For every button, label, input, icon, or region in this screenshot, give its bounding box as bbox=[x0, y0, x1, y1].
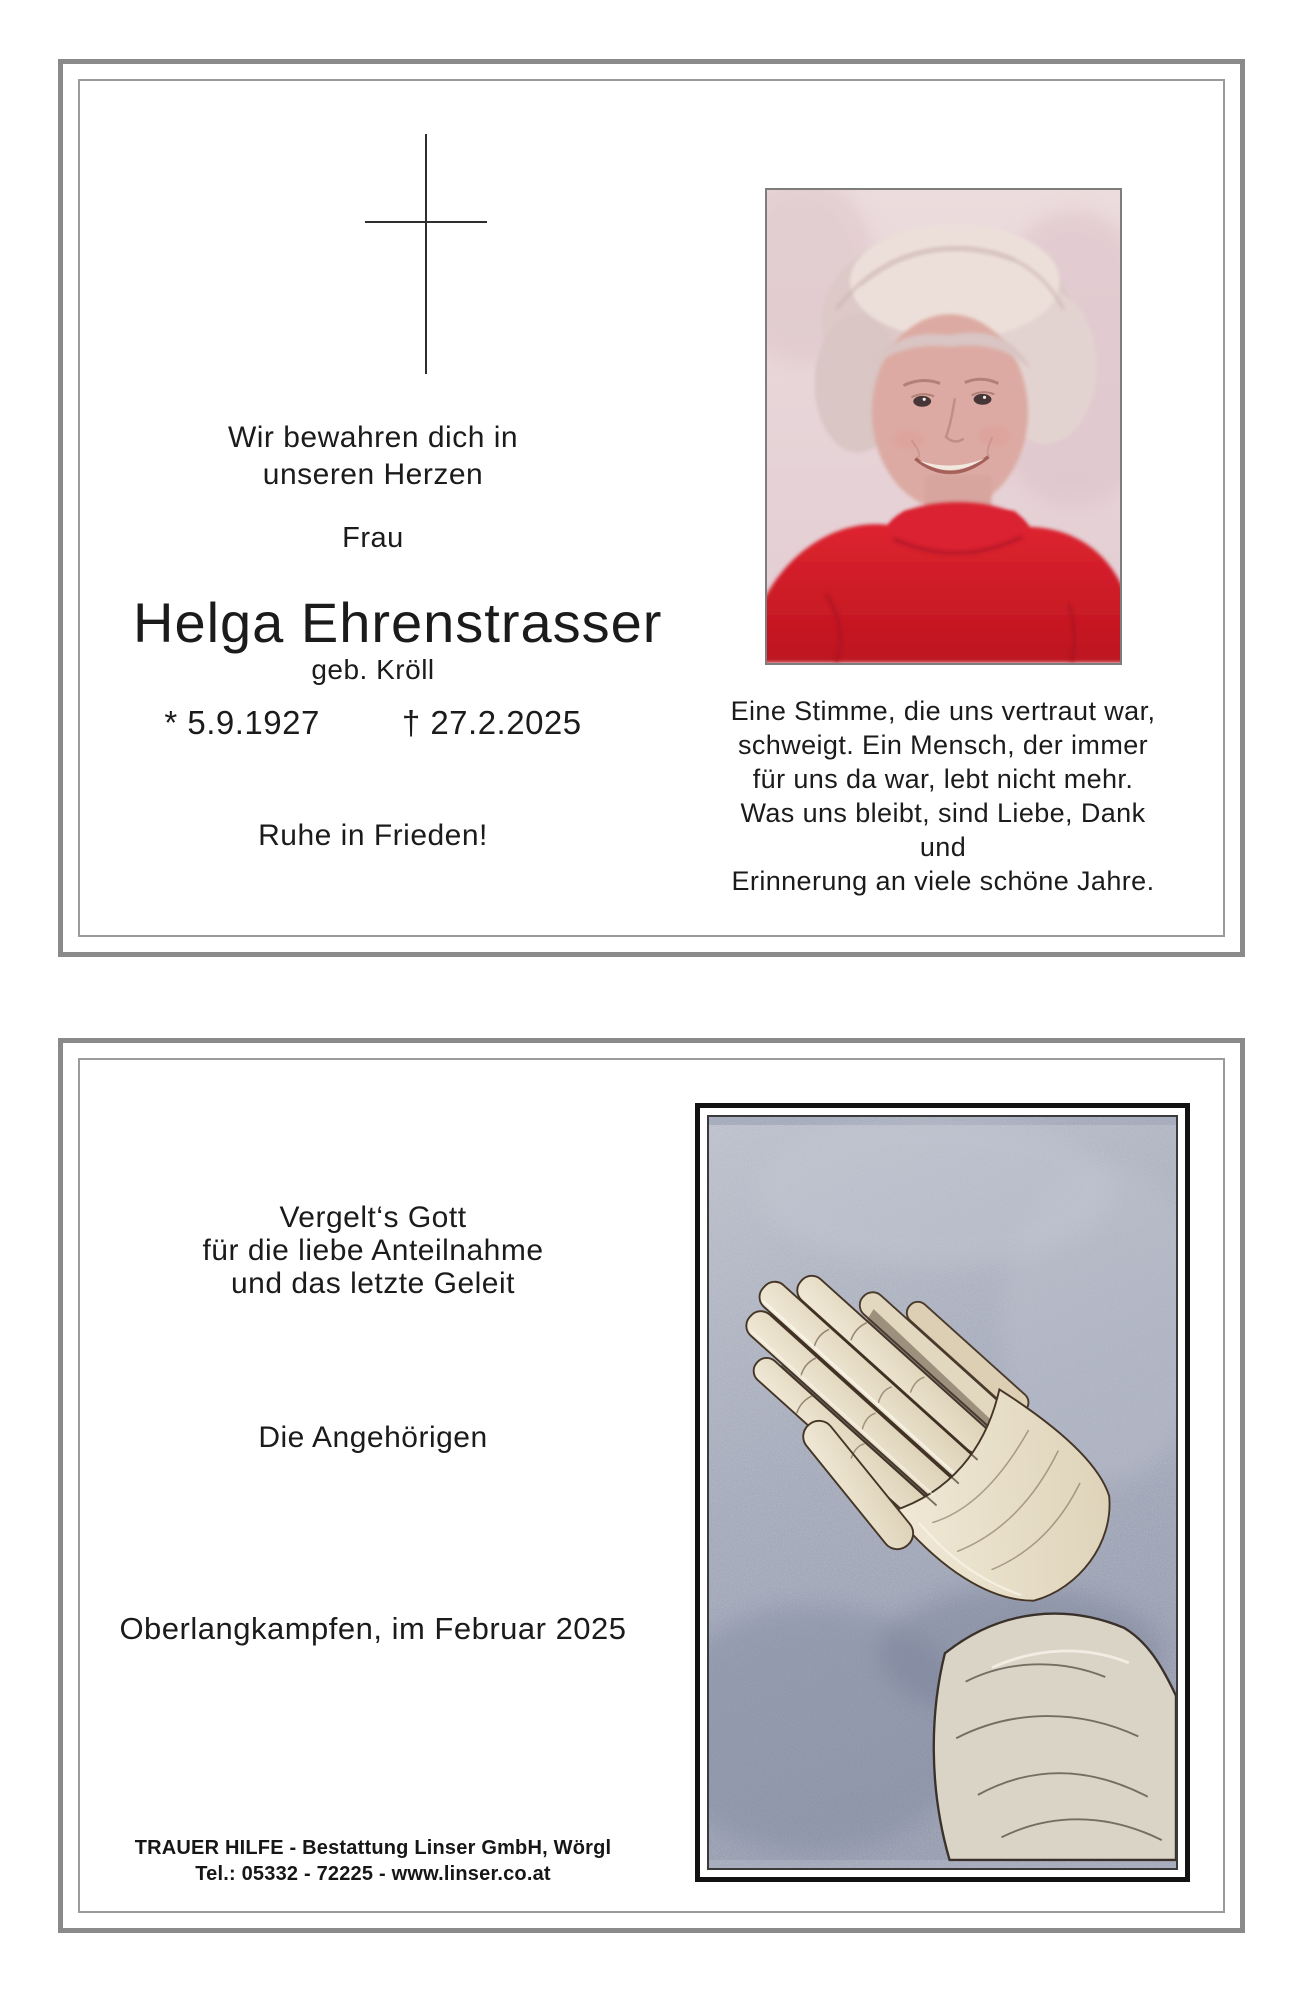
verse-line: Erinnerung an viele schöne Jahre. bbox=[731, 866, 1155, 896]
memorial-card-front bbox=[58, 59, 1245, 957]
funeral-home-name: TRAUER HILFE - Bestattung Linser GmbH, Wörgl bbox=[134, 1837, 612, 1859]
portrait-illustration bbox=[767, 190, 1120, 663]
praying-hands-image bbox=[695, 1103, 1190, 1882]
memorial-verse bbox=[723, 694, 1163, 898]
mourners-text: Die Angehörigen bbox=[258, 1421, 488, 1454]
keep-in-hearts-text bbox=[133, 419, 613, 493]
praying-hands-illustration bbox=[709, 1117, 1176, 1868]
maiden-name: geb. Kröll bbox=[311, 654, 435, 685]
verse-line: für uns da war, lebt nicht mehr. bbox=[752, 764, 1134, 794]
keep-line-1: Wir bewahren dich in bbox=[227, 421, 519, 454]
cross-icon bbox=[317, 134, 477, 374]
place-date-text: Oberlangkampfen, im Februar 2025 bbox=[119, 1611, 627, 1646]
rest-in-peace-text: Ruhe in Frieden! bbox=[258, 819, 488, 852]
funeral-home-block bbox=[113, 1835, 633, 1887]
verse-line: schweigt. Ein Mensch, der immer bbox=[737, 730, 1149, 760]
thanks-line-1: Vergelt‘s Gott bbox=[279, 1201, 467, 1234]
thanks-line-2: für die liebe Anteilnahme bbox=[202, 1234, 544, 1267]
keep-line-2: unseren Herzen bbox=[262, 458, 484, 491]
funeral-home-contact: Tel.: 05332 - 72225 - www.linser.co.at bbox=[195, 1863, 551, 1885]
salutation: Frau bbox=[342, 522, 404, 554]
life-dates bbox=[133, 704, 613, 742]
cross-horizontal-bar bbox=[365, 221, 487, 223]
verse-line: Eine Stimme, die uns vertraut war, bbox=[730, 696, 1156, 726]
thanks-text bbox=[113, 1201, 633, 1300]
birth-date: * 5.9.1927 bbox=[164, 704, 320, 741]
praying-hands-inner-frame bbox=[707, 1115, 1178, 1870]
memorial-card-back bbox=[58, 1038, 1245, 1933]
cross-vertical-bar bbox=[425, 134, 427, 374]
thanks-line-3: und das letzte Geleit bbox=[230, 1267, 515, 1300]
verse-line: Was uns bleibt, sind Liebe, Dank und bbox=[740, 798, 1146, 862]
portrait-photo bbox=[765, 188, 1122, 665]
death-date: † 27.2.2025 bbox=[401, 704, 582, 741]
deceased-name: Helga Ehrenstrasser bbox=[133, 591, 663, 654]
